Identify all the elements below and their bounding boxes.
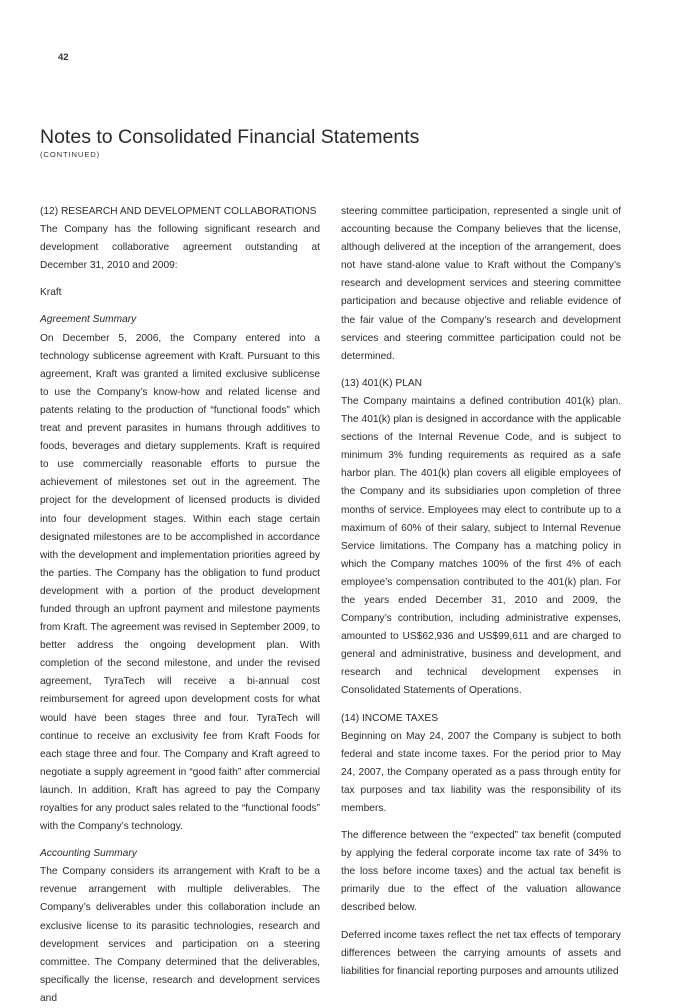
page-number: 42 xyxy=(58,52,69,63)
section-13-body: The Company maintains a defined contribution 401(k) plan. The 401(k) plan is designed in accordance with the applicable sections of the Internal Revenue Code, and is subject to minimum 3% funding requirements as required as a safe harbor plan. The 401(k) plan covers all eligible employees of the Company and its subsidiaries upon completion of three months of service. Employees may elect to contribute up to a maximum of 60% of their salary, subject to Internal Revenue Service limitations. The Company has a matching policy in which the Company matches 100% of the first 4% of each employee’s compensation contributed to the 401(k) plan. For the years ended December 31, 2010 and 2009, the Company’s contribution, including administrative expenses, amounted to US$62,936 and US$99,611 and are charged to general and administrative, business and development, and research and technical development expenses in Consolidated Statements of Operations. xyxy=(341,395,621,697)
section-14-paragraph-2: The difference between the “expected” tax benefit (computed by applying the federal corporate income tax rate of 34% to the loss before income taxes) and the actual tax benefit is primarily due to the effect of the valuation allowance described below. xyxy=(341,830,621,914)
right-column xyxy=(341,203,621,981)
kraft-heading: Kraft xyxy=(40,287,62,299)
page-subtitle: (CONTINUED) xyxy=(40,150,101,159)
section-12-intro: The Company has the following significant research and development collaborative agreement outstanding at December 31, 2010 and 2009: xyxy=(40,224,320,272)
accounting-summary-body: The Company considers its arrangement with Kraft to be a revenue arrangement with multiple deliverables. The Company’s deliverables under this collaboration include an exclusive license to its parasitic technologies, research and development services and participation on a steering committee. The Company determined that the deliverables, specifically the license, research and development services and xyxy=(40,866,320,1004)
section-13-heading: (13) 401(K) PLAN xyxy=(341,377,422,389)
section-14-heading: (14) INCOME TAXES xyxy=(341,712,438,724)
left-column xyxy=(40,203,320,1008)
section-12-heading: (12) RESEARCH AND DEVELOPMENT COLLABORATIONS xyxy=(40,206,317,217)
agreement-summary-heading: Agreement Summary xyxy=(40,314,137,326)
agreement-summary-body: On December 5, 2006, the Company entered into a technology sublicense agreement with Kraft. Pursuant to this agreement, Kraft was granted a limited exclusive sublicense to use the Company’s know-how and related license and patents relating to the production of “functional foods” which treat and prevent parasites in humans through additives to foods, beverages and dietary supplements. Kraft is required to use commercially reasonable efforts to pursue the achievement of milestones set out in the agreement. The project for the development of licensed products is divided into four development stages. Within each stage certain designated milestones are to be accomplished in accordance with the development and implementation priorities agreed by the parties. The Company has the obligation to fund product development with a portion of the product development funded through an upfront payment and milestone payments from Kraft. The agreement was revised in September 2009, to better address the ongoing development plan. With completion of the second milestone, and under the revised agreement, TyraTech will receive a bi-annual cost reimbursement for agreed upon development costs for what would have been stages three and four. TyraTech will continue to receive an exclusivity fee from Kraft Foods for each stage three and four. The Company and Kraft agreed to negotiate a supply agreement in “good faith” after commercial launch. In addition, Kraft has agreed to pay the Company royalties for any product sales related to the “functional foods” with the Company’s technology. xyxy=(40,332,320,833)
accounting-summary-heading: Accounting Summary xyxy=(40,848,137,860)
section-14-paragraph-1: Beginning on May 24, 2007 the Company is subject to both federal and state income taxes. For the period prior to May 24, 2007, the Company operated as a pass through entity for tax purposes and tax liability was the responsibility of its members. xyxy=(341,730,621,814)
accounting-continuation: steering committee participation, represented a single unit of accounting because the Company believes that the license, although delivered at the inception of the arrangement, does not have stand-alone value to Kraft without the Company’s research and development services and steering committee participation and because objective and reliable evidence of the fair value of the Company’s research and development services and steering committee participation could not be determined. xyxy=(341,206,621,362)
section-14-paragraph-3: Deferred income taxes reflect the net tax effects of temporary differences between the carrying amounts of assets and liabilities for financial reporting purposes and amounts utilized xyxy=(341,929,621,977)
page-title: Notes to Consolidated Financial Statements xyxy=(40,126,420,148)
